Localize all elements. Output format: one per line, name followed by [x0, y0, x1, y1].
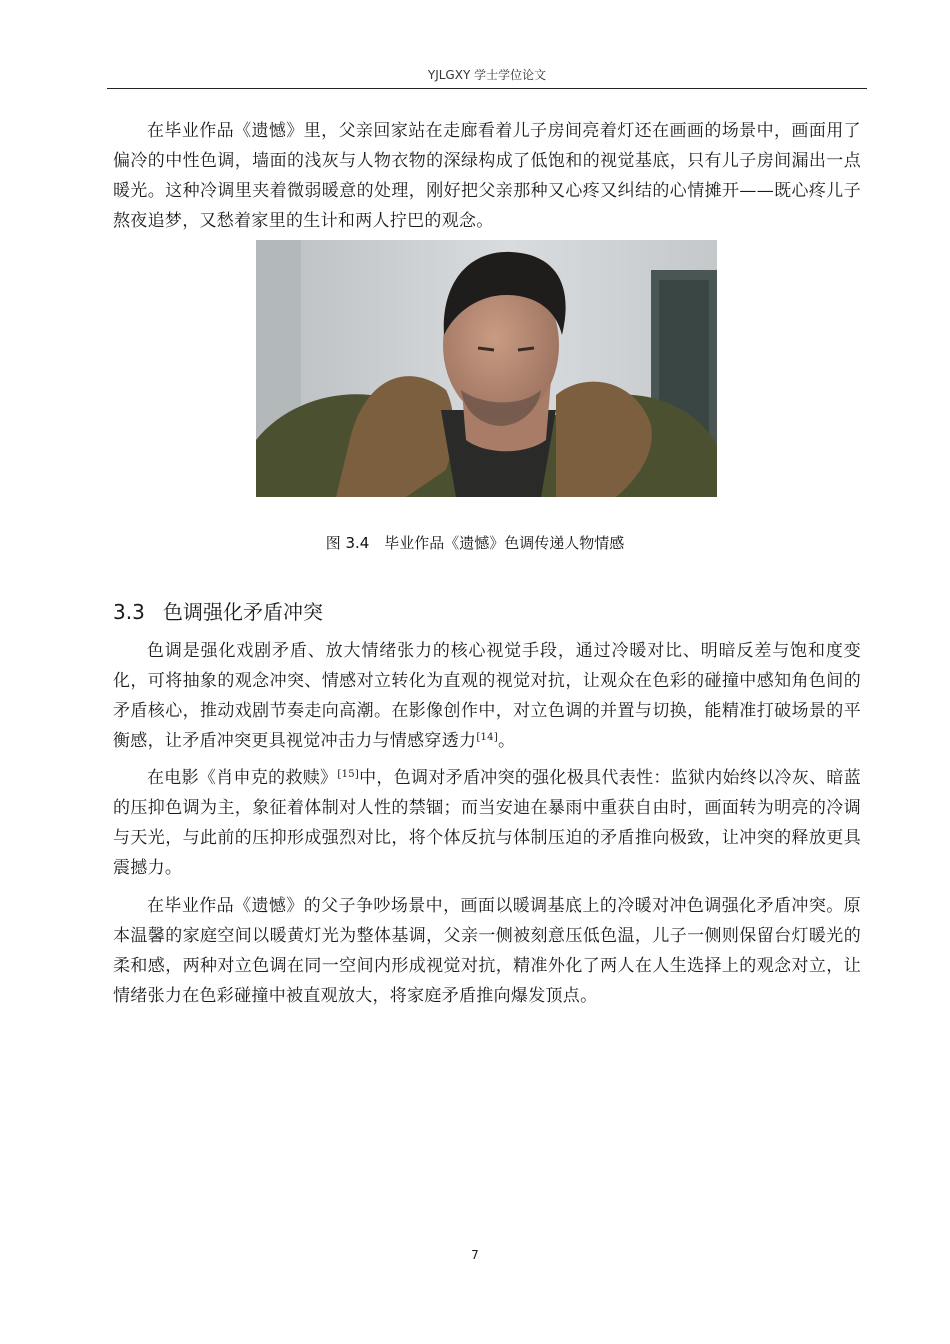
citation-ref: [14] [476, 732, 499, 743]
section-heading [113, 596, 323, 625]
body-paragraph-2: 在电影《肖申克的救赎》[15]中，色调对矛盾冲突的强化极具代表性：监狱内始终以冷灰、暗蓝的压抑色调为主，象征着体制对人性的禁锢；而当安迪在暴雨中重获自由时，画面转为明亮的冷调与天光，与此前的压抑形成强烈对比，将个体反抗与体制压迫的矛盾推向极致，让冲突的释放更具震撼力。 [113, 768, 861, 878]
page-number: 7 [471, 1248, 479, 1262]
intro-paragraph: 在毕业作品《遗憾》里，父亲回家站在走廊看着儿子房间亮着灯还在画画的场景中，画面用了偏冷的中性色调，墙面的浅灰与人物衣物的深绿构成了低饱和的视觉基底，只有儿子房间漏出一点暖光。这种冷调里夹着微弱暖意的处理，刚好把父亲那种又心疼又纠结的心情摊开——既心疼儿子熬夜追梦，又愁着家里的生计和两人拧巴的观念。 [113, 121, 861, 231]
body-paragraph-3: 在毕业作品《遗憾》的父子争吵场景中，画面以暖调基底上的冷暖对冲色调强化矛盾冲突。原本温馨的家庭空间以暖黄灯光为整体基调，父亲一侧被刻意压低色温，儿子一侧则保留台灯暖光的柔和感，两种对立色调在同一空间内形成视觉对抗，精准外化了两人在人生选择上的观念对立，让情绪张力在色彩碰撞中被直观放大，将家庭矛盾推向爆发顶点。 [113, 896, 861, 1006]
section-number: 3.3 [113, 600, 145, 624]
citation-ref: [15] [337, 769, 360, 780]
figure-caption: 图 3.4 毕业作品《遗憾》色调传递人物情感 [325, 534, 625, 552]
film-still-figure [256, 240, 717, 497]
header-rule [107, 88, 867, 89]
film-still-image [256, 240, 717, 497]
running-header: YJLGXY 学士学位论文 [427, 68, 547, 82]
body-paragraph-1: 色调是强化戏剧矛盾、放大情绪张力的核心视觉手段，通过冷暖对比、明暗反差与饱和度变化，可将抽象的观念冲突、情感对立转化为直观的视觉对抗，让观众在色彩的碰撞中感知角色间的矛盾核心，推动戏剧节奏走向高潮。在影像创作中，对立色调的并置与切换，能精准打破场景的平衡感，让矛盾冲突更具视觉冲击力与情感穿透力[14]。 [113, 641, 861, 751]
section-title-text: 色调强化矛盾冲突 [163, 600, 323, 624]
